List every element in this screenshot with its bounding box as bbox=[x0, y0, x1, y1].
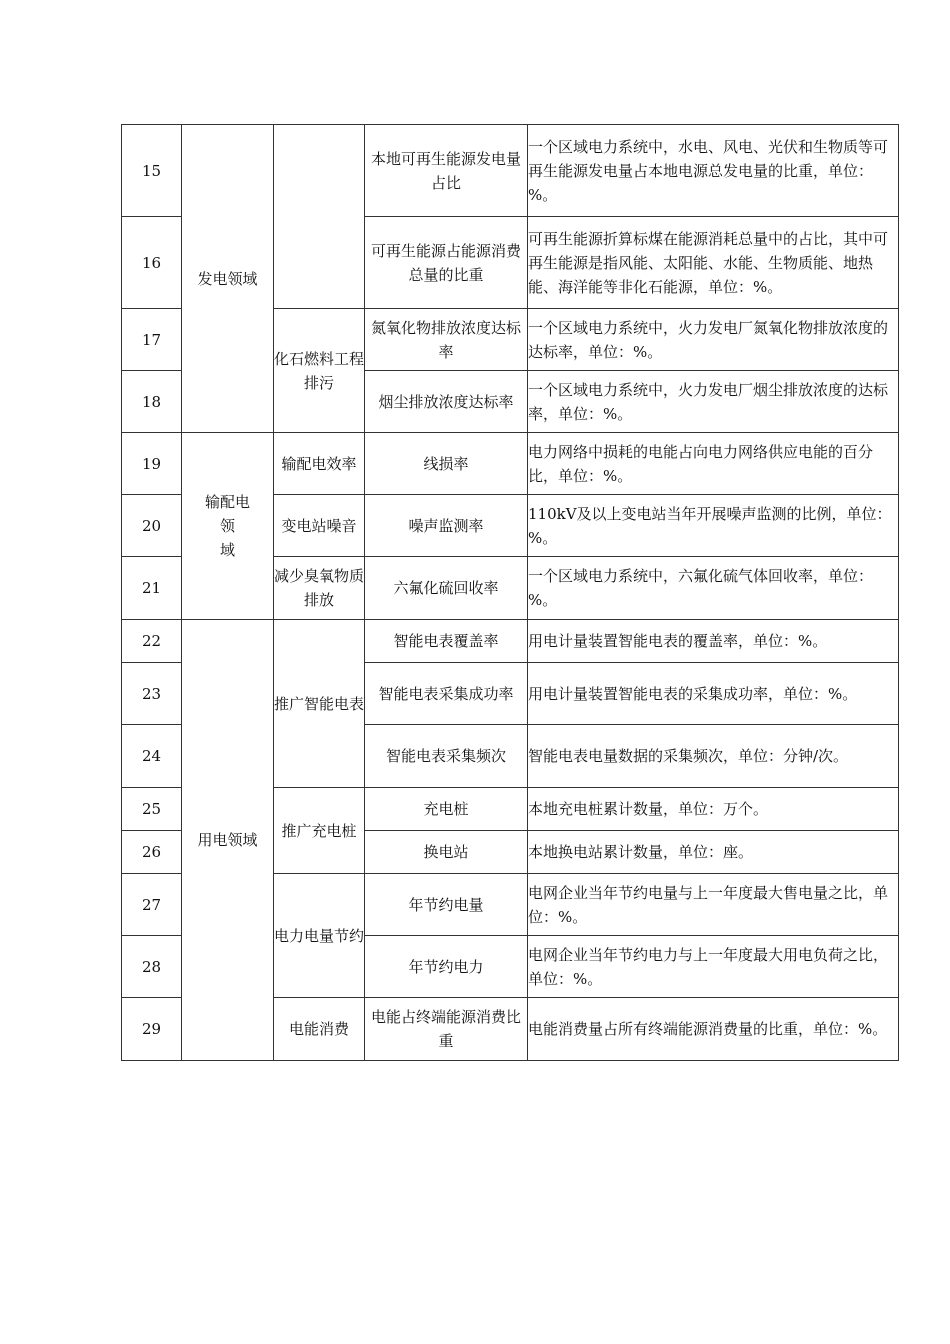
category-consumption: 用电领域 bbox=[182, 620, 274, 1061]
indicator-definition: 电能消费量占所有终端能源消费量的比重，单位：%。 bbox=[528, 998, 899, 1061]
category-transmission-line1: 输配电 bbox=[204, 493, 250, 511]
indicator-name: 智能电表采集成功率 bbox=[365, 663, 528, 725]
row-number: 19 bbox=[122, 433, 182, 495]
indicator-definition: 电网企业当年节约电量与上一年度最大售电量之比，单位：%。 bbox=[528, 874, 899, 936]
indicator-name: 氮氧化物排放浓度达标率 bbox=[365, 309, 528, 371]
subcategory-noise: 变电站噪音 bbox=[274, 495, 365, 557]
indicator-name: 换电站 bbox=[365, 831, 528, 874]
category-transmission bbox=[182, 433, 274, 620]
indicator-name: 年节约电量 bbox=[365, 874, 528, 936]
row-number: 26 bbox=[122, 831, 182, 874]
subcategory-charging: 推广充电桩 bbox=[274, 788, 365, 874]
indicator-name: 烟尘排放浓度达标率 bbox=[365, 371, 528, 433]
row-number: 22 bbox=[122, 620, 182, 663]
indicator-name: 线损率 bbox=[365, 433, 528, 495]
indicator-name: 电能占终端能源消费比重 bbox=[365, 998, 528, 1061]
category-generation: 发电领域 bbox=[182, 125, 274, 433]
subcategory-consumption: 电能消费 bbox=[274, 998, 365, 1061]
row-number: 17 bbox=[122, 309, 182, 371]
row-number: 18 bbox=[122, 371, 182, 433]
indicator-definition: 110kV及以上变电站当年开展噪声监测的比例，单位：%。 bbox=[528, 495, 899, 557]
indicator-table bbox=[121, 124, 899, 1061]
table-row bbox=[122, 125, 899, 217]
indicator-definition: 一个区域电力系统中，六氟化硫气体回收率，单位：%。 bbox=[528, 557, 899, 620]
indicator-name: 可再生能源占能源消费总量的比重 bbox=[365, 217, 528, 309]
indicator-name: 六氟化硫回收率 bbox=[365, 557, 528, 620]
indicator-definition: 用电计量装置智能电表的覆盖率，单位：%。 bbox=[528, 620, 899, 663]
subcategory-fossil: 化石燃料工程排污 bbox=[274, 309, 365, 433]
indicator-definition: 智能电表电量数据的采集频次，单位：分钟/次。 bbox=[528, 725, 899, 788]
subcategory-efficiency: 输配电效率 bbox=[274, 433, 365, 495]
indicator-name: 智能电表采集频次 bbox=[365, 725, 528, 788]
indicator-definition: 电力网络中损耗的电能占向电力网络供应电能的百分比，单位：%。 bbox=[528, 433, 899, 495]
row-number: 25 bbox=[122, 788, 182, 831]
table-row bbox=[122, 433, 899, 495]
indicator-definition: 一个区域电力系统中，火力发电厂烟尘排放浓度的达标率，单位：%。 bbox=[528, 371, 899, 433]
subcategory-ozone: 减少臭氧物质排放 bbox=[274, 557, 365, 620]
row-number: 21 bbox=[122, 557, 182, 620]
indicator-definition: 用电计量装置智能电表的采集成功率，单位：%。 bbox=[528, 663, 899, 725]
indicator-definition: 本地充电桩累计数量，单位：万个。 bbox=[528, 788, 899, 831]
category-transmission-line2: 领 bbox=[219, 517, 235, 535]
indicator-definition: 本地换电站累计数量，单位：座。 bbox=[528, 831, 899, 874]
indicator-definition: 可再生能源折算标煤在能源消耗总量中的占比，其中可再生能源是指风能、太阳能、水能、生物质能、地热能、海洋能等非化石能源，单位：%。 bbox=[528, 217, 899, 309]
row-number: 15 bbox=[122, 125, 182, 217]
indicator-definition: 一个区域电力系统中，水电、风电、光伏和生物质等可再生能源发电量占本地电源总发电量的比重，单位：%。 bbox=[528, 125, 899, 217]
indicator-name: 充电桩 bbox=[365, 788, 528, 831]
row-number: 20 bbox=[122, 495, 182, 557]
row-number: 29 bbox=[122, 998, 182, 1061]
indicator-name: 智能电表覆盖率 bbox=[365, 620, 528, 663]
row-number: 23 bbox=[122, 663, 182, 725]
row-number: 28 bbox=[122, 936, 182, 998]
category-transmission-line3: 域 bbox=[219, 541, 235, 559]
indicator-name: 本地可再生能源发电量占比 bbox=[365, 125, 528, 217]
row-number: 27 bbox=[122, 874, 182, 936]
indicator-definition: 一个区域电力系统中，火力发电厂氮氧化物排放浓度的达标率，单位：%。 bbox=[528, 309, 899, 371]
subcategory-smart-meter: 推广智能电表 bbox=[274, 620, 365, 788]
indicator-name: 年节约电力 bbox=[365, 936, 528, 998]
indicator-name: 噪声监测率 bbox=[365, 495, 528, 557]
row-number: 16 bbox=[122, 217, 182, 309]
subcategory-saving: 电力电量节约 bbox=[274, 874, 365, 998]
table-row bbox=[122, 620, 899, 663]
row-number: 24 bbox=[122, 725, 182, 788]
indicator-definition: 电网企业当年节约电力与上一年度最大用电负荷之比，单位：%。 bbox=[528, 936, 899, 998]
subcategory-empty bbox=[274, 125, 365, 309]
